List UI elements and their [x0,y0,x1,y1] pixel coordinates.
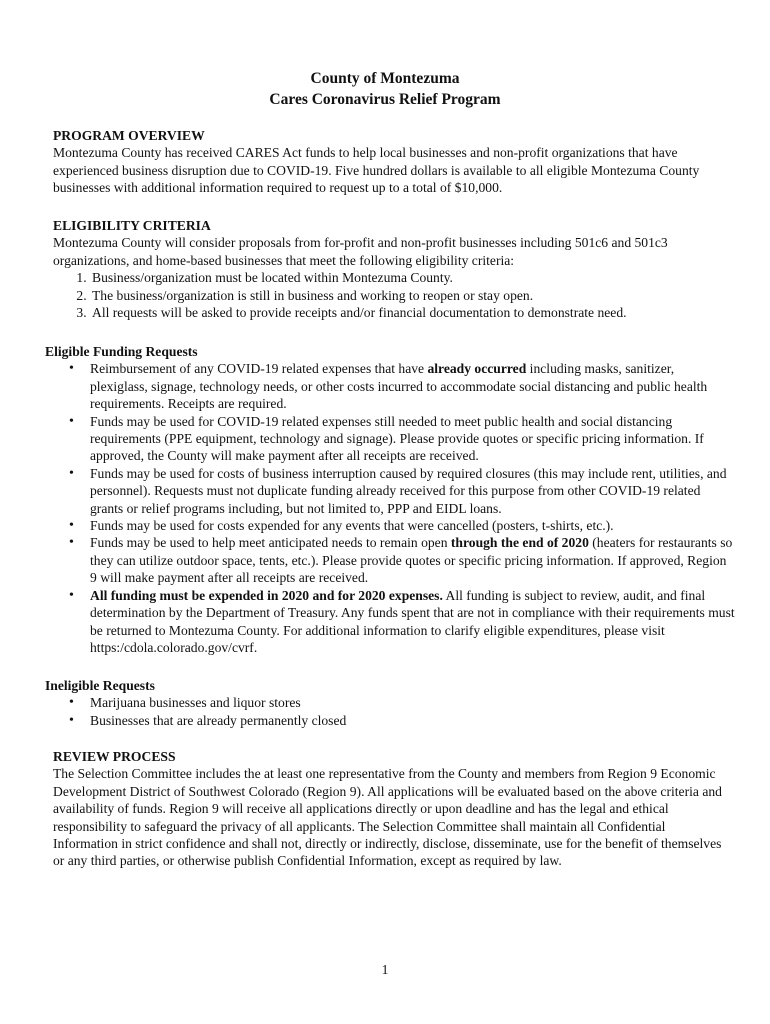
funding-item-text: (heaters for restaurants so they can utilize outdoor space, tents, etc.). Please provide quotes or specific pricing information. If approved, Region 9 will make payment after all receipts are received. [90,535,733,586]
funding-item [90,534,735,586]
eligibility-item: 2. The business/organization is still in business and working to reopen or stay open. [90,287,733,304]
review-process-heading: REVIEW PROCESS [53,749,176,764]
eligibility-criteria-heading: ELIGIBILITY CRITERIA [53,218,211,233]
funding-item-emphasis: already occurred [427,361,527,377]
funding-item-text: Reimbursement of any COVID-19 related expenses that have [90,361,428,377]
funding-item-text: All funding is subject to review, audit, and final determination by the Department of Treasury. Any funds spent that are not in compliance with their requirements must be returned to Montezuma County. For additional information to clarify eligible expenditures, please visit https:/cdola.colorado.gov/cvrf. [90,587,735,655]
eligibility-intro-text: Montezuma County will consider proposals from for-profit and non-profit businesses including 501c6 and 501c3 organizations, and home-based businesses that meet the following eligibility criteria: [53,235,668,268]
program-overview-section [53,127,733,197]
ineligible-requests-section [45,677,735,729]
eligibility-criteria-list [53,269,733,321]
eligibility-item: 1. Business/organization must be located within Montezuma County. [90,269,733,286]
funding-item: • Funds may be used for costs expended for any events that were cancelled (posters, t-shirts, etc.). [90,517,735,534]
eligible-funding-section [45,343,735,656]
ineligible-requests-list [45,694,735,729]
page-number: 1 [381,962,389,977]
ineligible-item: • Businesses that are already permanently closed [90,712,735,729]
ineligible-item: • Marijuana businesses and liquor stores [90,694,735,711]
eligible-funding-list [45,360,735,656]
eligibility-criteria-section [53,217,733,321]
funding-item-emphasis: All funding must be expended in 2020 and for 2020 expenses. [90,587,443,603]
document-subtitle: Cares Coronavirus Relief Program [269,91,501,108]
funding-item: • Funds may be used for costs of business interruption caused by required closures (this may include rent, utilities, and personnel). Requests must not duplicate funding already received for this purpose from other COVID-19 related grants or relief programs including, but not limited to, PPP and EIDL loans. [90,465,735,517]
review-process-text: The Selection Committee includes the at least one representative from the County and members from Region 9 Economic Development District of Southwest Colorado (Region 9). All applications will be evaluated based on the above criteria and availability of funds. Region 9 will receive all applications directly or upon deadline and has the legal and ethical responsibility to safeguard the privacy of all applicants. The Selection Committee shall maintain all Confidential Information in strict confidence and shall not, directly or indirectly, disclose, disseminate, use for the benefit of themselves or any third parties, or otherwise publish Confidential Information, except as required by law. [53,766,722,869]
eligibility-item: 3. All requests will be asked to provide receipts and/or financial documentation to demonstrate need. [90,304,733,321]
funding-item-text: including masks, sanitizer, plexiglass, signage, technology needs, or other costs incurred to accommodate social distancing and public health requirements. Receipts are required. [90,361,708,412]
document-title: County of Montezuma [310,70,460,87]
ineligible-requests-heading: Ineligible Requests [45,678,155,693]
review-process-section [53,748,733,870]
funding-item [90,360,735,412]
funding-item: • Funds may be used for COVID-19 related expenses still needed to meet public health and social distancing requirements (PPE equipment, technology and signage). Please provide quotes or specific pricing information. If approved, the County will make payment after all receipts are received. [90,413,735,465]
funding-item-text: Funds may be used to help meet anticipated needs to remain open [90,535,451,551]
program-overview-text: Montezuma County has received CARES Act funds to help local businesses and non-profit organizations that have experienced business disruption due to COVID-19. Five hundred dollars is available to all eligible Montezuma County businesses with additional information required to request up to a total of $10,000. [53,145,700,196]
funding-item [90,587,735,657]
funding-item-emphasis: through the end of 2020 [450,535,589,551]
program-overview-heading: PROGRAM OVERVIEW [53,128,205,143]
eligible-funding-heading: Eligible Funding Requests [45,344,198,359]
